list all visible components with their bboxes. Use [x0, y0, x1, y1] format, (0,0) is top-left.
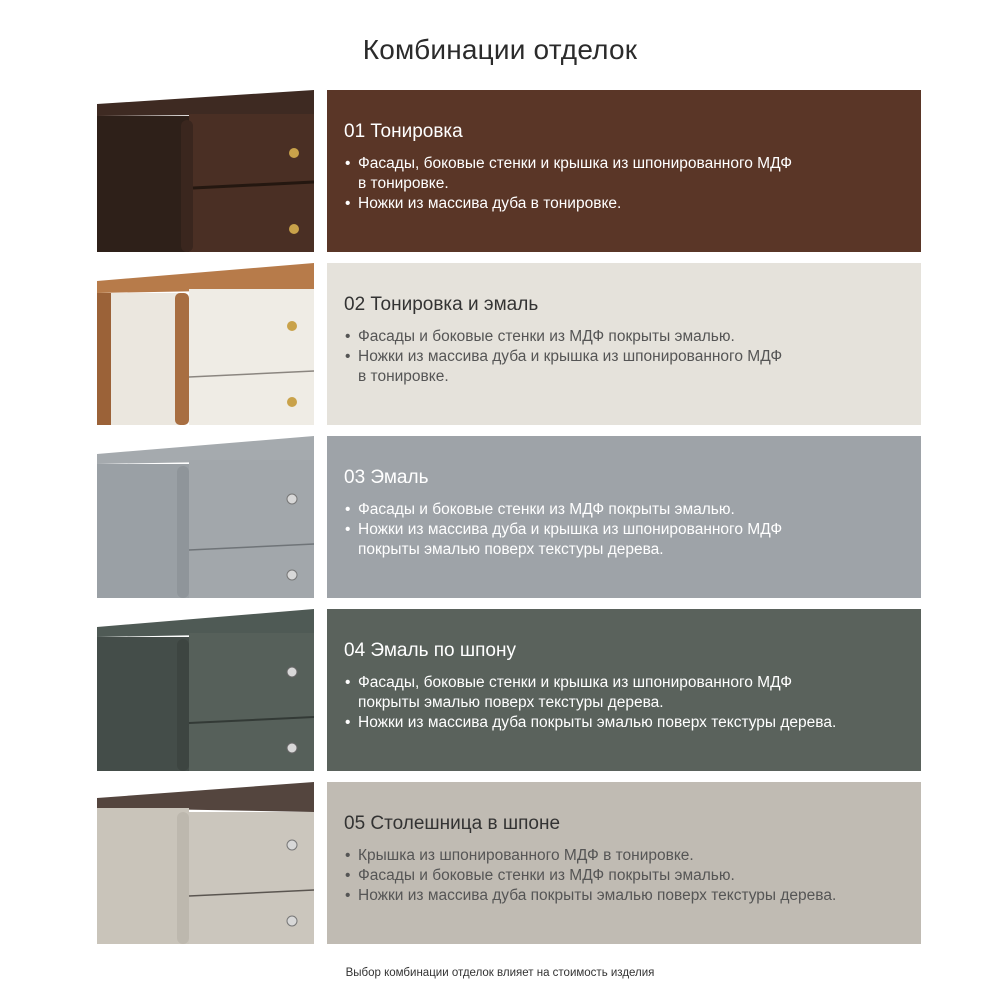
bullet-line: • Ножки из массива дуба покрыты эмалью поверх текстуры дерева. [344, 886, 921, 906]
bullet-line: • Фасады и боковые стенки из МДФ покрыты эмалью. [344, 500, 921, 520]
finish-heading: 04 Эмаль по шпону [344, 640, 516, 661]
finish-panel [327, 263, 921, 425]
brass-knob-icon [289, 148, 299, 158]
price-footnote: Выбор комбинации отделок влияет на стоимость изделия [345, 967, 655, 979]
silver-knob-icon [287, 916, 297, 926]
dresser-illustration [97, 263, 314, 425]
finish-heading: 05 Столешница в шпоне [344, 813, 561, 834]
dresser-photo-enamel [97, 436, 314, 598]
silver-knob-icon [287, 840, 297, 850]
page-title: Комбинации отделок [362, 34, 638, 65]
finish-row-03 [97, 436, 921, 598]
finish-heading: 02 Тонировка и эмаль [344, 294, 539, 315]
silver-knob-icon [287, 667, 297, 677]
silver-knob-icon [287, 494, 297, 504]
brass-knob-icon [287, 397, 297, 407]
finish-row-01 [97, 90, 921, 252]
finish-row-05 [97, 782, 921, 944]
finish-description [344, 327, 921, 387]
finish-heading: 03 Эмаль [344, 467, 429, 488]
finish-description [344, 154, 921, 214]
finish-panel [327, 609, 921, 771]
dresser-illustration [97, 90, 314, 252]
finish-row-02 [97, 263, 921, 425]
bullet-line: • Ножки из массива дуба и крышка из шпонированного МДФ [344, 520, 921, 540]
brass-knob-icon [289, 224, 299, 234]
bullet-line: • Ножки из массива дуба и крышка из шпонированного МДФ [344, 347, 921, 367]
bullet-line: • Фасады, боковые стенки и крышка из шпонированного МДФ [344, 154, 921, 174]
continuation-line: в тонировке. [358, 368, 449, 385]
dresser-illustration [97, 436, 314, 598]
finish-description [344, 500, 921, 560]
continuation-line: в тонировке. [358, 175, 449, 192]
finish-description [344, 673, 921, 733]
finish-panel [327, 782, 921, 944]
bullet-line: • Ножки из массива дуба в тонировке. [344, 194, 921, 214]
silver-knob-icon [287, 570, 297, 580]
bullet-line: • Крышка из шпонированного МДФ в тонировке. [344, 846, 921, 866]
bullet-line: • Фасады и боковые стенки из МДФ покрыты эмалью. [344, 327, 921, 347]
dresser-photo-toned [97, 90, 314, 252]
finish-row-04 [97, 609, 921, 771]
bullet-line: • Фасады, боковые стенки и крышка из шпонированного МДФ [344, 673, 921, 693]
continuation-line: покрыты эмалью поверх текстуры дерева. [358, 541, 664, 558]
dresser-photo-veneer-top [97, 782, 314, 944]
finish-panel [327, 436, 921, 598]
dresser-photo-enamel-veneer [97, 609, 314, 771]
bullet-line: • Фасады и боковые стенки из МДФ покрыты эмалью. [344, 866, 921, 886]
continuation-line: покрыты эмалью поверх текстуры дерева. [358, 694, 664, 711]
dresser-illustration [97, 609, 314, 771]
silver-knob-icon [287, 743, 297, 753]
finish-panel [327, 90, 921, 252]
bullet-line: • Ножки из массива дуба покрыты эмалью поверх текстуры дерева. [344, 713, 921, 733]
finish-description [344, 846, 921, 906]
dresser-illustration [97, 782, 314, 944]
dresser-photo-toned-enamel [97, 263, 314, 425]
brass-knob-icon [287, 321, 297, 331]
finish-heading: 01 Тонировка [344, 121, 463, 142]
